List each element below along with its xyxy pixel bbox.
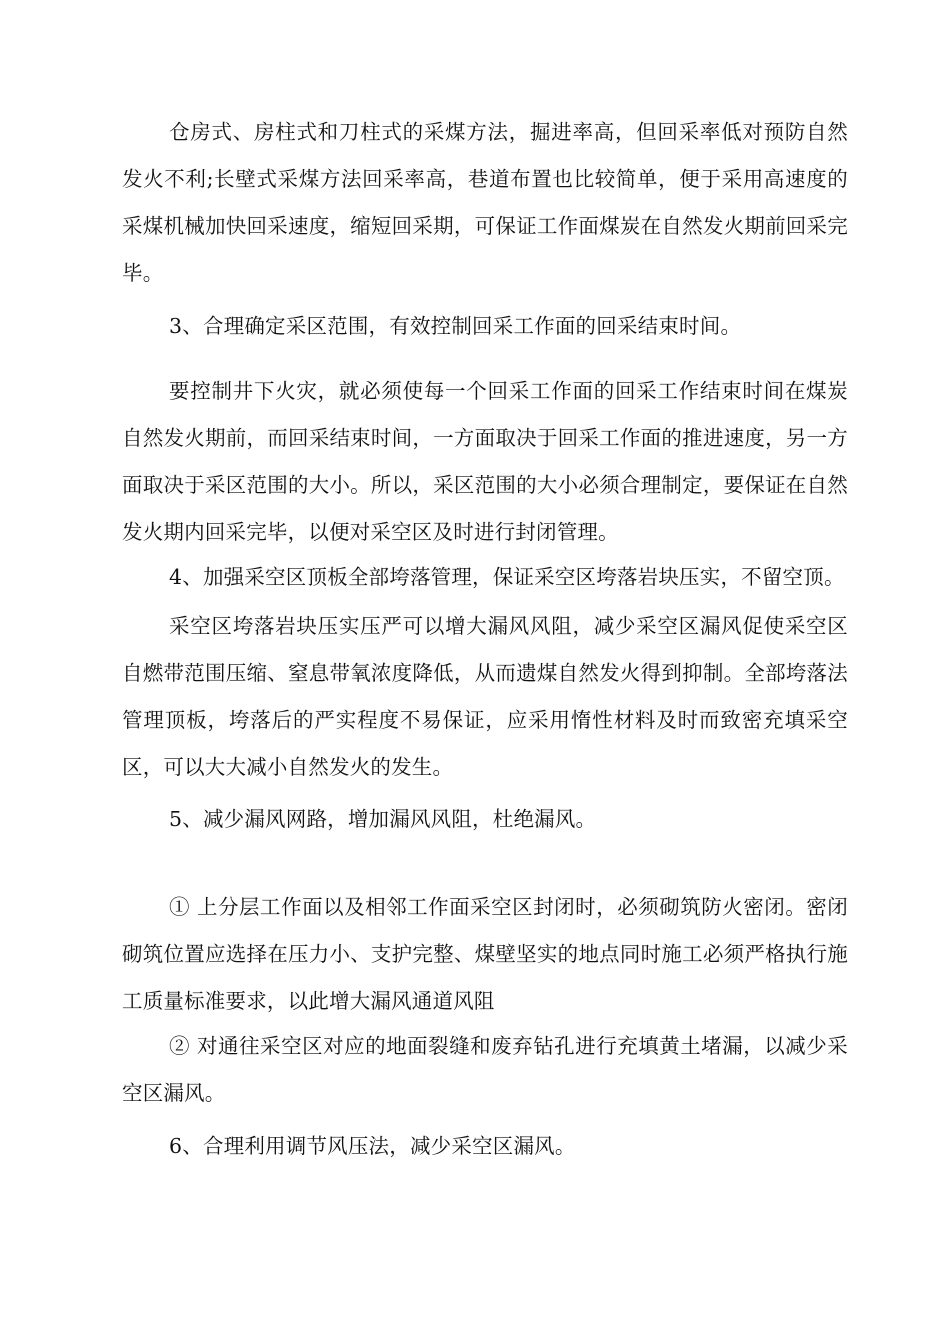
paragraph-mining-methods: 仓房式、房柱式和刀柱式的采煤方法，掘进率高，但回采率低对预防自然发火不利;长壁式采煤方法回采率高，巷道布置也比较简单，便于采用高速度的采煤机械加快回采速度，缩短回采期，可保证工作面煤炭在自然发火期前回采完毕。 <box>122 120 848 285</box>
heading-item-3: 3、合理确定采区范围，有效控制回采工作面的回采结束时间。 <box>169 314 742 338</box>
paragraph-fire-control: 要控制井下火灾，就必须使每一个回采工作面的回采工作结束时间在煤炭自然发火期前，而回采结束时间，一方面取决于回采工作面的推进速度，另一方面取决于采区范围的大小。所以，采区范围的大小必须合理制定，要保证在自然发火期内回采完毕，以便对采空区及时进行封闭管理。 <box>122 379 848 544</box>
list-item-circled-2: ② 对通往采空区对应的地面裂缝和废弃钻孔进行充填黄土堵漏，以减少采空区漏风。 <box>122 1034 848 1105</box>
paragraph-goaf-compaction: 采空区垮落岩块压实压严可以增大漏风风阻，减少采空区漏风促使采空区自燃带范围压缩、窒息带氧浓度降低，从而遗煤自然发火得到抑制。全部垮落法管理顶板，垮落后的严实程度不易保证，应采用惰性材料及时而致密充填采空区，可以大大减小自然发火的发生。 <box>122 614 848 779</box>
heading-item-6: 6、合理利用调节风压法，减少采空区漏风。 <box>169 1134 576 1158</box>
heading-item-5: 5、减少漏风网路，增加漏风风阻，杜绝漏风。 <box>169 807 597 831</box>
list-item-circled-1: ① 上分层工作面以及相邻工作面采空区封闭时，必须砌筑防火密闭。密闭砌筑位置应选择在压力小、支护完整、煤壁坚实的地点同时施工必须严格执行施工质量标准要求，以此增大漏风通道风阻 <box>122 895 848 1013</box>
heading-item-4: 4、加强采空区顶板全部垮落管理，保证采空区垮落岩块压实，不留空顶。 <box>169 565 845 589</box>
